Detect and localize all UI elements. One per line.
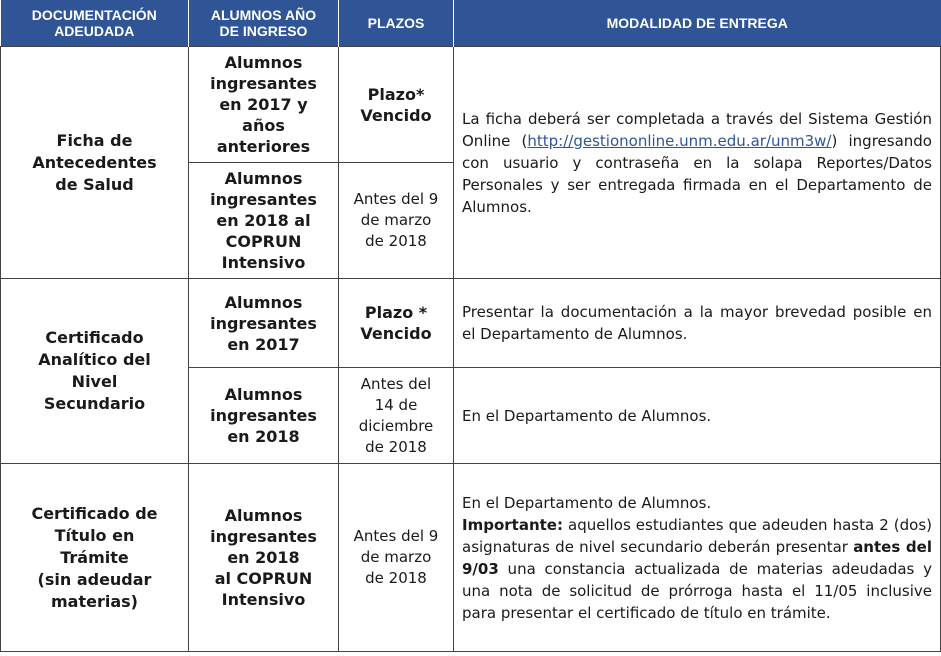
deadline-cell: Antes del 9 de marzo de 2018 (339, 163, 454, 279)
deadline-cell: Plazo* Vencido (339, 47, 454, 163)
deadline-cell: Antes del 14 de diciembre de 2018 (339, 368, 454, 464)
delivery-mode-cell: En el Departamento de Alumnos. (454, 368, 941, 464)
doc-title-in-process: Certificado de Título en Trámite (sin adeudar materias) (1, 464, 189, 652)
mode-text: una constancia actualizada de materias adeudadas y una nota de solicitud de prórroga hasta el 11/05 inclusive para presentar el certificado de título en trámite. (462, 559, 932, 622)
year-cell: Alumnos ingresantes en 2018 (189, 368, 339, 464)
mode-line: En el Departamento de Alumnos. (462, 493, 712, 512)
header-admission-year: ALUMNOS AÑO DE INGRESO (189, 0, 339, 47)
mode-text: aquellos estudiantes que adeuden hasta 2 (dos) asignaturas de nivel secundario deberán presentar (462, 515, 932, 556)
table-row (1, 279, 941, 368)
doc-health-form: Ficha de Antecedentes de Salud (1, 47, 189, 279)
header-deadlines: PLAZOS (339, 0, 454, 47)
mode-text: La ficha deberá ser completada a través del Sistema Gestión Online ( (462, 109, 932, 150)
deadline-emphasis: antes del 9/03 (462, 537, 932, 578)
deadline-cell: Antes del 9 de marzo de 2018 (339, 464, 454, 652)
header-delivery-mode: MODALIDAD DE ENTREGA (454, 0, 941, 47)
mode-text: ) ingresando con usuario y contraseña en la solapa Reportes/Datos Personales y ser entregada firmada en el Departamento de Alumnos. (462, 131, 932, 216)
year-cell: Alumnos ingresantes en 2017 (189, 279, 339, 368)
header-documentation: DOCUMENTACIÓN ADEUDADA (1, 0, 189, 47)
table-row (1, 464, 941, 652)
gestion-online-link[interactable]: http://gestiononline.unm.edu.ar/unm3w/ (527, 131, 832, 150)
important-label: Importante: (462, 515, 563, 534)
delivery-mode-cell: Presentar la documentación a la mayor brevedad posible en el Departamento de Alumnos. (454, 279, 941, 368)
year-cell: Alumnos ingresantes en 2017 y años anteriores (189, 47, 339, 163)
year-cell: Alumnos ingresantes en 2018 al COPRUN Intensivo (189, 163, 339, 279)
deadline-cell: Plazo * Vencido (339, 279, 454, 368)
doc-analytic-certificate: Certificado Analítico del Nivel Secundario (1, 279, 189, 464)
header-row (1, 0, 941, 47)
delivery-mode-cell (454, 464, 941, 652)
year-cell: Alumnos ingresantes en 2018 al COPRUN Intensivo (189, 464, 339, 652)
delivery-mode-cell (454, 47, 941, 279)
table-row (1, 47, 941, 163)
